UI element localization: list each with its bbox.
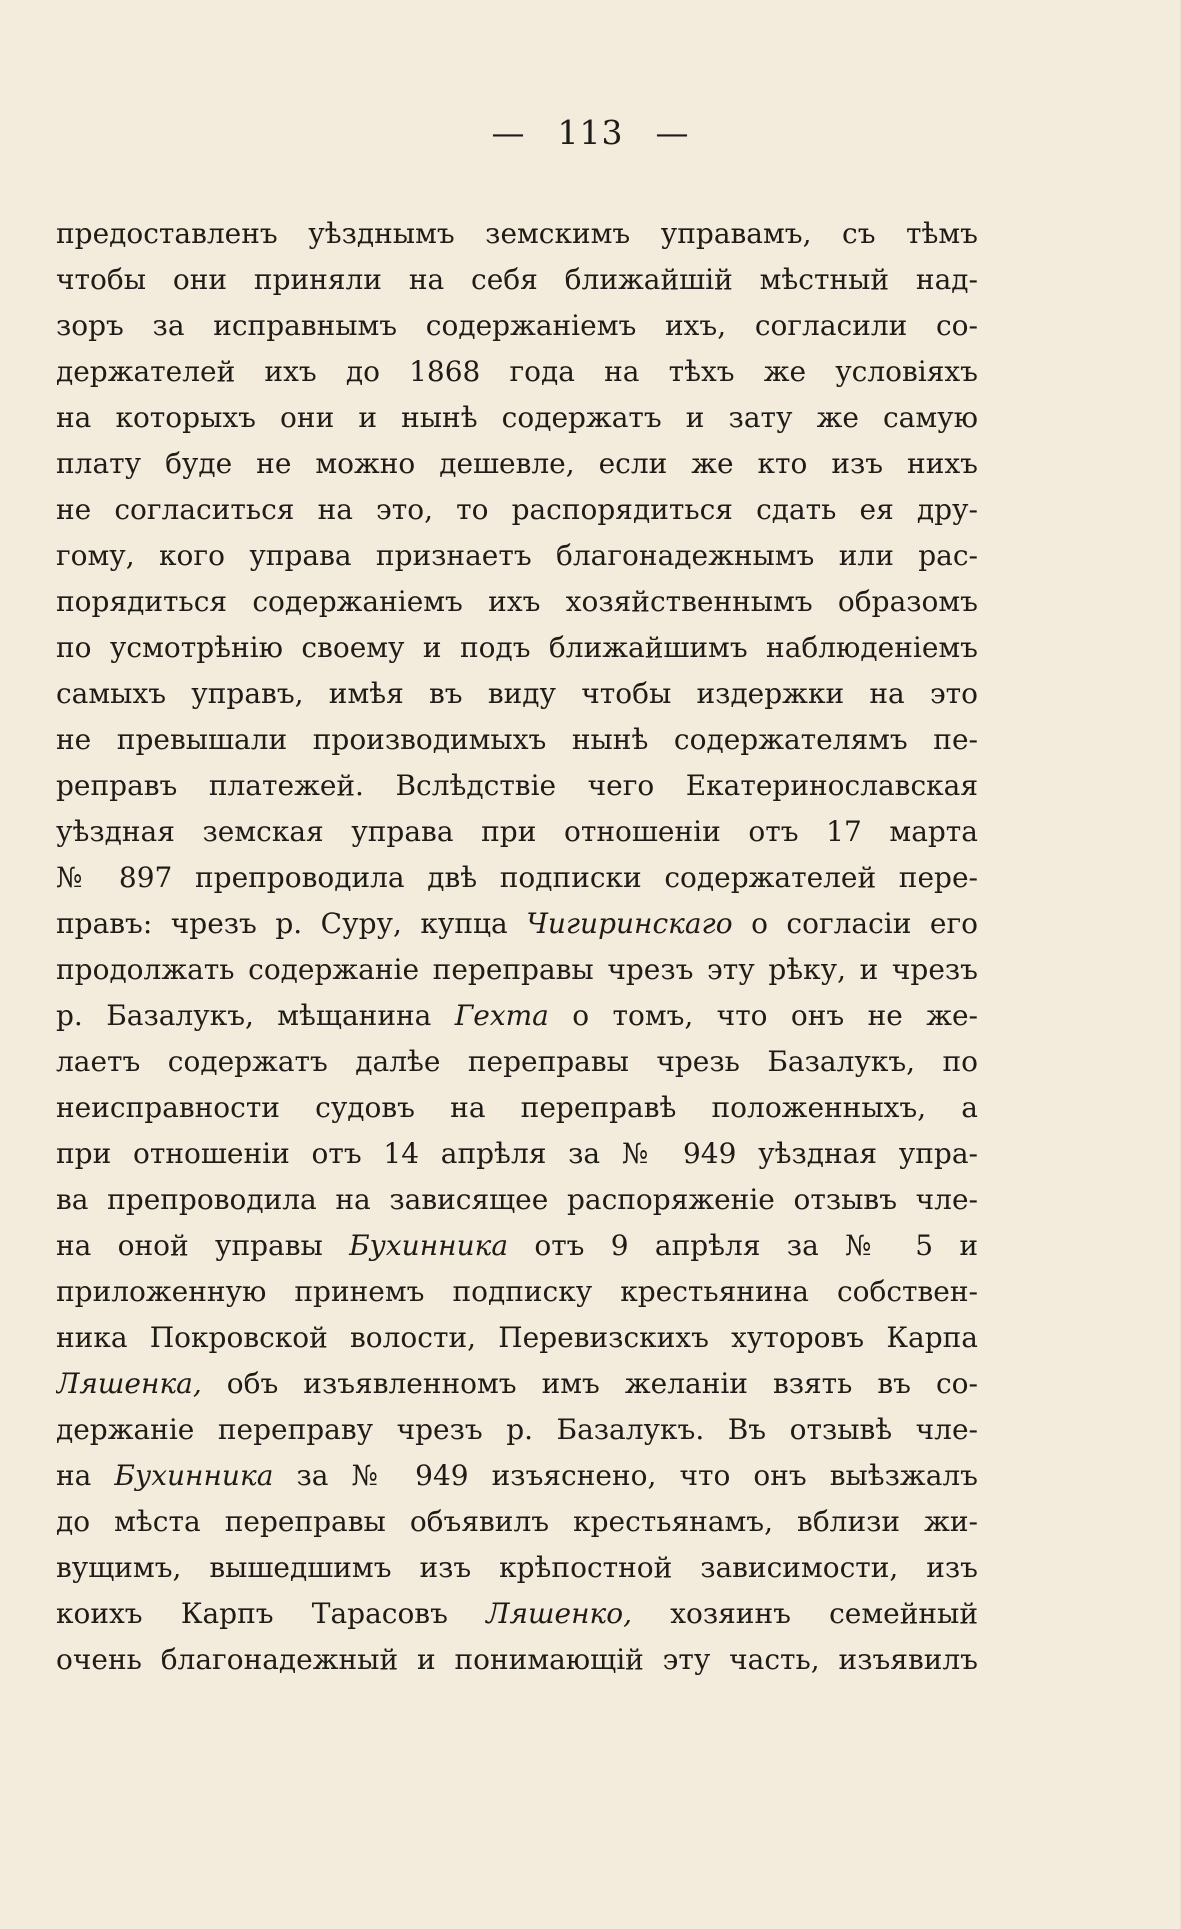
text-line: очень благонадежный и понимающій эту часть, изъявилъ (56, 1643, 978, 1676)
text-line: уѣздная земская управа при отношеніи отъ 17 марта (56, 815, 978, 848)
text-line: ва препроводила на зависящее распоряженіе отзывъ чле- (56, 1183, 978, 1216)
italic-name: Ляшенко, (486, 1597, 632, 1630)
text-line (56, 1361, 978, 1407)
text-segment: на оной управы (56, 1229, 350, 1262)
text-line: не согласиться на это, то распорядиться сдать ея дру- (56, 493, 978, 526)
text-line: до мѣста переправы объявилъ крестьянамъ, вблизи жи- (56, 1505, 978, 1538)
text-line: № 897 препроводила двѣ подписки содержателей пере- (56, 861, 978, 894)
text-line: ника Покровской волости, Перевизскихъ хуторовъ Карпа (56, 1321, 978, 1354)
text-line: гому, кого управа признаетъ благонадежнымъ или рас- (56, 539, 978, 572)
text-segment: за № 949 изъяснено, что онъ выѣзжалъ (273, 1459, 978, 1492)
header-dash-right: — (655, 113, 690, 152)
text-segment: объ изъявленномъ имъ желаніи взять въ со- (201, 1367, 978, 1400)
text-line (56, 993, 978, 1039)
text-line: реправъ платежей. Вслѣдствіе чего Екатеринославская (56, 769, 978, 802)
text-line: плату буде не можно дешевле, если же кто изъ нихъ (56, 447, 978, 480)
text-line: держаніе переправу чрезъ р. Базалукъ. Въ отзывѣ чле- (56, 1413, 978, 1446)
text-segment: хозяинъ семейный (632, 1597, 978, 1630)
text-line: держателей ихъ до 1868 года на тѣхъ же условіяхъ (56, 355, 978, 388)
italic-name: Бухинника (349, 1229, 509, 1262)
italic-name: Гехта (454, 999, 549, 1032)
text-line (56, 1453, 978, 1499)
italic-name: Бухинника (114, 1459, 274, 1492)
text-line: приложенную принемъ подписку крестьянина собствен- (56, 1275, 978, 1308)
text-line: самыхъ управъ, имѣя въ виду чтобы издержки на это (56, 677, 978, 710)
header-dash-left: — (491, 113, 526, 152)
text-line (56, 1591, 978, 1637)
text-line: на которыхъ они и нынѣ содержатъ и зату же самую (56, 401, 978, 434)
body-text (56, 211, 978, 1683)
text-line: предоставленъ уѣзднымъ земскимъ управамъ, съ тѣмъ (56, 217, 978, 250)
text-line: чтобы они приняли на себя ближайшій мѣстный над- (56, 263, 978, 296)
text-line: продолжать содержаніе переправы чрезъ эту рѣку, и чрезъ (56, 953, 978, 986)
text-line: лаетъ содержатъ далѣе переправы чрезь Базалукъ, по (56, 1045, 978, 1078)
text-line (56, 1223, 978, 1269)
text-segment: отъ 9 апрѣля за № 5 и (508, 1229, 978, 1262)
text-line: по усмотрѣнію своему и подъ ближайшимъ наблюденіемъ (56, 631, 978, 664)
text-segment: р. Базалукъ, мѣщанина (56, 999, 455, 1032)
text-line: вущимъ, вышедшимъ изъ крѣпостной зависимости, изъ (56, 1551, 978, 1584)
text-segment: правъ: чрезъ р. Суру, купца (56, 907, 527, 940)
italic-name: Ляшенка, (56, 1367, 202, 1400)
text-segment: коихъ Карпъ Тарасовъ (56, 1597, 487, 1630)
text-line: зоръ за исправнымъ содержаніемъ ихъ, согласили со- (56, 309, 978, 342)
text-line: при отношеніи отъ 14 апрѣля за № 949 уѣздная упра- (56, 1137, 978, 1170)
text-line: не превышали производимыхъ нынѣ содержателямъ пе- (56, 723, 978, 756)
text-line (56, 901, 978, 947)
text-segment: о согласіи его (732, 907, 978, 940)
page-number: 113 (557, 113, 624, 152)
text-line: порядиться содержаніемъ ихъ хозяйственнымъ образомъ (56, 585, 978, 618)
text-segment: на (56, 1459, 115, 1492)
page-header (0, 113, 1181, 153)
italic-name: Чигиринскаго (526, 907, 733, 940)
text-line: неисправности судовъ на переправѣ положенныхъ, а (56, 1091, 978, 1124)
text-segment: о томъ, что онъ не же- (548, 999, 978, 1032)
